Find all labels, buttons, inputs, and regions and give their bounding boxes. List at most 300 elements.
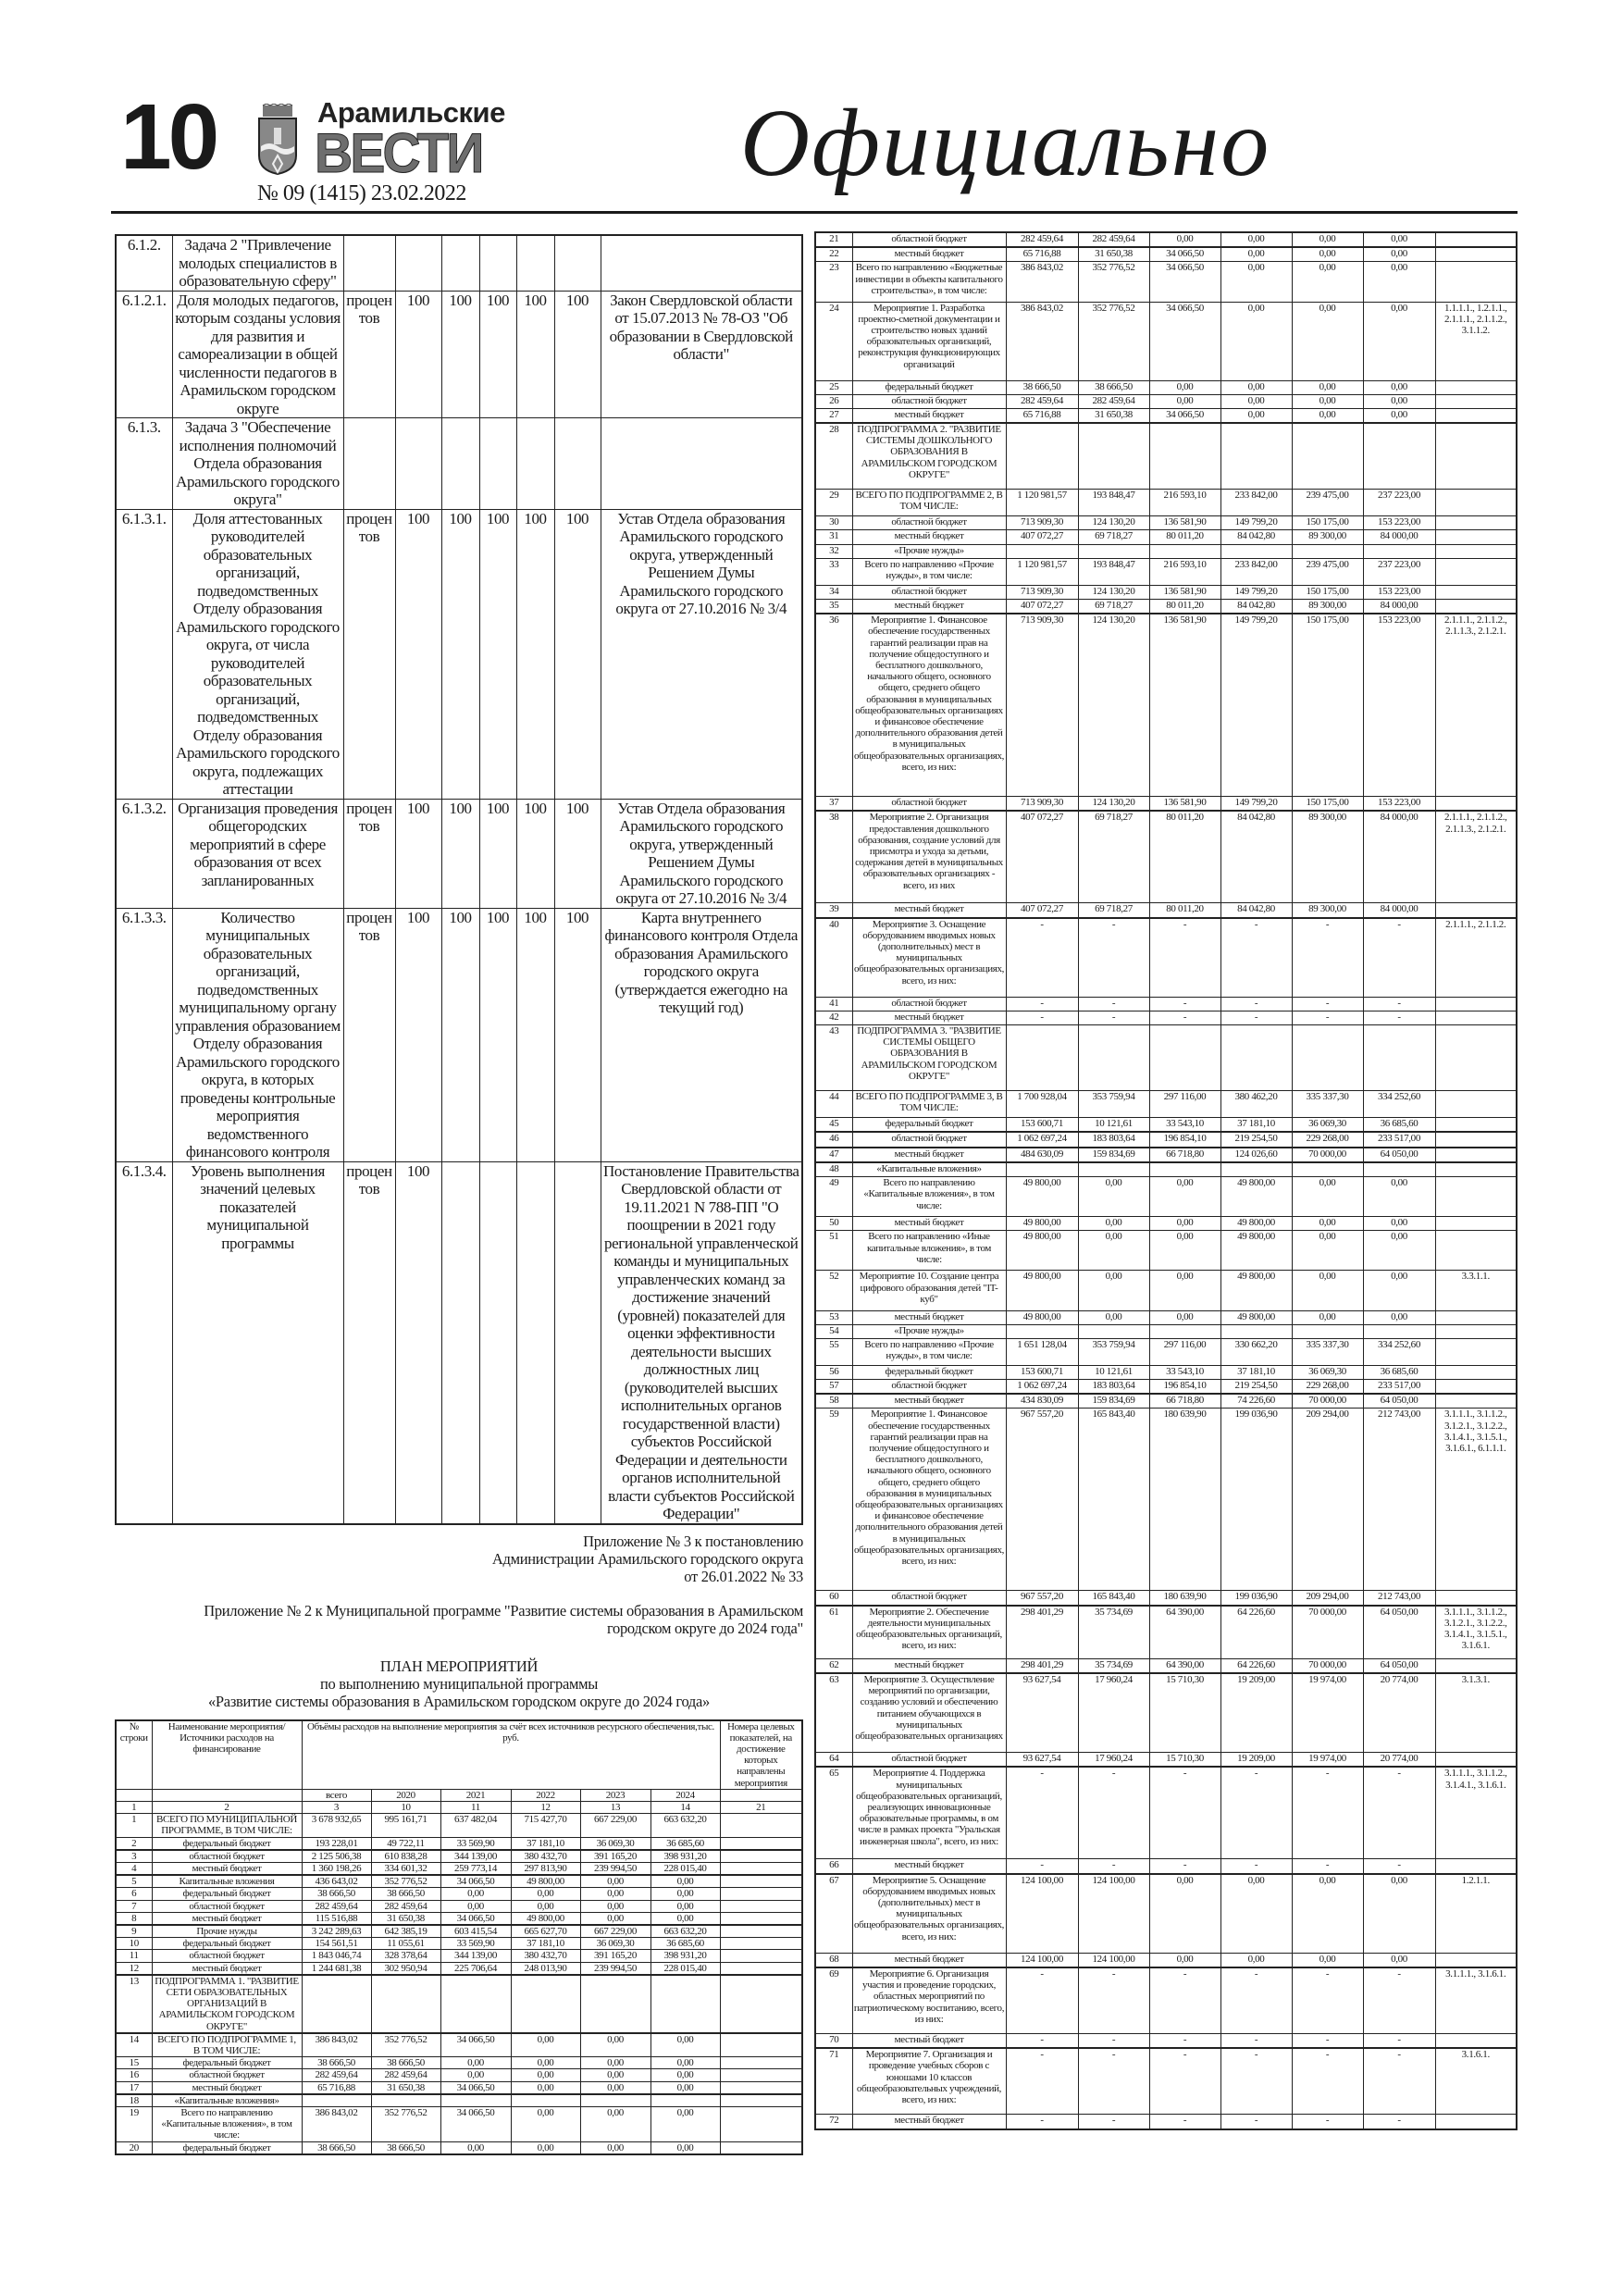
year-2020: 282 459,64	[1078, 394, 1149, 408]
row-number: 60	[815, 1591, 852, 1606]
year-2021	[440, 2094, 511, 2107]
plan-row	[116, 2141, 802, 2154]
row-number: 18	[116, 2094, 152, 2107]
total: 1 062 697,24	[1006, 1380, 1078, 1395]
year-2020: 0,00	[1078, 1231, 1149, 1271]
year-2022: 37 181,10	[511, 1837, 580, 1850]
year-2022: -	[1220, 2034, 1292, 2049]
header-divider	[111, 211, 1518, 214]
year-2022: 0,00	[1220, 408, 1292, 423]
target-indicators: 1.2.1.1.	[1435, 1874, 1517, 1954]
target-indicators	[1435, 599, 1517, 614]
year-2024: 0,00	[650, 2081, 720, 2094]
total: 386 843,02	[302, 2107, 371, 2142]
total: 1 244 681,38	[302, 1962, 371, 1975]
year-2021: 33 569,90	[440, 1837, 511, 1850]
year-2020: -	[1078, 1767, 1149, 1859]
year-2021: 344 139,00	[440, 1850, 511, 1863]
plan-row	[815, 380, 1517, 394]
total: -	[1006, 2115, 1078, 2129]
year-2021: -	[1149, 997, 1220, 1011]
year-2024: 398 931,20	[650, 1850, 720, 1863]
row-number: 5	[116, 1875, 152, 1888]
target-indicators	[1435, 544, 1517, 558]
row-number: 28	[815, 423, 852, 490]
total: 484 630,09	[1006, 1148, 1078, 1162]
plan-row	[815, 2048, 1517, 2115]
plan-row	[815, 1394, 1517, 1409]
year-2023: 239 994,50	[580, 1962, 650, 1975]
year-2023	[1292, 544, 1363, 558]
plan-row	[116, 1912, 802, 1925]
row-name: ВСЕГО ПО ПОДПРОГРАММЕ 2, В ТОМ ЧИСЛЕ:	[852, 490, 1006, 516]
year-2020: -	[1078, 918, 1149, 998]
year-2024: 0,00	[1363, 1310, 1435, 1324]
year-2021: -	[1149, 1967, 1220, 2034]
appendix-2-note: Приложение № 2 к Муниципальной программе "Развитие системы образования в Арамильском городском округе до 2024 года"	[204, 1601, 803, 1637]
row-name: Мероприятие 5. Оснащение оборудованием вводимых новых (дополнительных) мест в муниципальных общеобразовательных организациях, всего, из них:	[852, 1874, 1006, 1954]
header-column-number: 1	[116, 1801, 152, 1813]
row-name: местный бюджет	[152, 1912, 302, 1925]
year-2022: 0,00	[1220, 1953, 1292, 1967]
total: 407 072,27	[1006, 903, 1078, 918]
year-2023	[1292, 1162, 1363, 1177]
row-number: 47	[815, 1148, 852, 1162]
plan-table-part-2	[814, 231, 1518, 2130]
year-2020: -	[1078, 2115, 1149, 2129]
indicator-value	[479, 418, 516, 510]
year-2024: -	[1363, 997, 1435, 1011]
target-indicators	[720, 1938, 802, 1950]
plan-row	[815, 1338, 1517, 1365]
plan-row	[116, 1862, 802, 1875]
plan-row	[815, 1591, 1517, 1606]
row-number: 20	[116, 2141, 152, 2154]
total: -	[1006, 2048, 1078, 2115]
row-name: Мероприятие 10. Создание центра цифрового образования детей "IT-куб"	[852, 1271, 1006, 1310]
indicator-source: Постановление Правительства Свердловской области от 19.11.2021 N 788-ПП "О поощрении в 2021 году региональной управленческой команды и муниципальных управленческих команд за достижение значений (уровней) показателей для оценки эффективности деятельности высших должностных лиц (руководителей высших исполнительных органов государственной власти) субъектов Российской Федерации и деятельности органов исполнительной власти субъектов Российской Федерации"	[601, 1161, 802, 1524]
plan-row	[815, 1753, 1517, 1768]
year-2024	[650, 1975, 720, 2033]
row-number: 32	[815, 544, 852, 558]
total: 967 557,20	[1006, 1591, 1078, 1606]
plan-row	[116, 2107, 802, 2142]
row-number: 14	[116, 2033, 152, 2057]
year-2021: 0,00	[1149, 1874, 1220, 1954]
year-2023: 0,00	[1292, 1177, 1363, 1217]
row-name: областной бюджет	[152, 1900, 302, 1912]
target-indicators	[1435, 1324, 1517, 1338]
year-2021: 15 710,30	[1149, 1673, 1220, 1753]
target-indicators	[1435, 1380, 1517, 1395]
year-2024: 0,00	[1363, 1231, 1435, 1271]
total: 2 125 506,38	[302, 1850, 371, 1863]
year-2022: 0,00	[511, 2081, 580, 2094]
indicator-value	[554, 418, 601, 510]
year-2021: 136 581,90	[1149, 585, 1220, 599]
year-2021: 66 718,80	[1149, 1394, 1220, 1409]
target-indicators	[720, 2033, 802, 2057]
row-name: областной бюджет	[852, 585, 1006, 599]
year-2023: 667 229,00	[580, 1925, 650, 1938]
row-name: ВСЕГО ПО ПОДПРОГРАММЕ 1, В ТОМ ЧИСЛЕ:	[152, 2033, 302, 2057]
year-2021: 0,00	[1149, 232, 1220, 247]
target-indicators	[1435, 380, 1517, 394]
indicator-value: 100	[441, 799, 479, 908]
plan-row	[815, 918, 1517, 998]
row-name: областной бюджет	[852, 394, 1006, 408]
year-2023: 229 268,00	[1292, 1380, 1363, 1395]
total: 38 666,50	[302, 2057, 371, 2069]
year-2023: 70 000,00	[1292, 1606, 1363, 1659]
year-2022: 64 226,60	[1220, 1606, 1292, 1659]
row-name: федеральный бюджет	[152, 1837, 302, 1850]
plan-row	[815, 599, 1517, 614]
target-indicators	[1435, 1394, 1517, 1409]
target-indicators	[720, 1962, 802, 1975]
row-name: Мероприятие 4. Поддержка муниципальных общеобразовательных организаций, реализующих инновационные образовательные программы, в ом числе в рамках проекта "Уральская инженерная школа", всего, из них:	[852, 1767, 1006, 1859]
total: 153 600,71	[1006, 1365, 1078, 1379]
indicator-value: 100	[441, 908, 479, 1161]
row-name: Мероприятие 1. Разработка проектно-сметной документации и строительство новых зданий образовательных организаций, реконструкция функционирующих организаций	[852, 302, 1006, 380]
total: 38 666,50	[302, 1888, 371, 1900]
year-2021: 34 066,50	[440, 2107, 511, 2142]
row-name: местный бюджет	[152, 1962, 302, 1975]
indicator-name: Доля аттестованных руководителей образовательных организаций, подведомственных Отделу образования Арамильского городского округа, от числа руководителей образовательных организаций, подведомственных Отделу образования Арамильского городского округа, подлежащих аттестации	[172, 509, 343, 799]
year-2024: 0,00	[650, 2107, 720, 2142]
year-2024: -	[1363, 2048, 1435, 2115]
year-2020	[371, 1975, 440, 2033]
total: 713 909,30	[1006, 797, 1078, 812]
target-indicators	[720, 2057, 802, 2069]
target-indicators	[1435, 1091, 1517, 1118]
plan-row	[815, 1132, 1517, 1147]
year-2024: -	[1363, 918, 1435, 998]
row-name: федеральный бюджет	[852, 1365, 1006, 1379]
year-2020: 0,00	[1078, 1271, 1149, 1310]
year-2020: -	[1078, 997, 1149, 1011]
target-indicators	[720, 2141, 802, 2154]
year-2024: 334 252,60	[1363, 1338, 1435, 1365]
target-indicators	[1435, 903, 1517, 918]
year-2024: 64 050,00	[1363, 1394, 1435, 1409]
empty-cell	[152, 1789, 302, 1801]
row-number: 41	[815, 997, 852, 1011]
year-2021: 34 066,50	[440, 1912, 511, 1925]
year-2020: 69 718,27	[1078, 599, 1149, 614]
year-2020: 183 803,64	[1078, 1132, 1149, 1147]
plan-row	[815, 1673, 1517, 1753]
year-2022: 0,00	[1220, 394, 1292, 408]
year-2021: 637 482,04	[440, 1814, 511, 1837]
target-indicators: 1.1.1.1., 1.2.1.1., 2.1.1.1., 2.1.1.2., 3.1.1.2.	[1435, 302, 1517, 380]
target-indicators: 3.1.1.1., 3.1.1.2., 3.1.2.1., 3.1.2.2., 3.1.4.1., 3.1.5.1., 3.1.6.1., 6.1.1.1.	[1435, 1409, 1517, 1591]
year-2023: 89 300,00	[1292, 599, 1363, 614]
year-2020: 31 650,38	[371, 2081, 440, 2094]
year-2023: -	[1292, 997, 1363, 1011]
indicator-row	[116, 291, 802, 418]
year-2024: -	[1363, 2034, 1435, 2049]
row-number: 30	[815, 516, 852, 530]
total: 434 830,09	[1006, 1394, 1078, 1409]
year-2022	[511, 2094, 580, 2107]
indicator-value: 100	[441, 509, 479, 799]
plan-row	[815, 516, 1517, 530]
year-2020: 165 843,40	[1078, 1409, 1149, 1591]
row-name: местный бюджет	[852, 599, 1006, 614]
total: 93 627,54	[1006, 1753, 1078, 1768]
indicator-code: 6.1.3.4.	[116, 1161, 172, 1524]
target-indicators	[720, 1862, 802, 1875]
plan-row	[815, 423, 1517, 490]
year-2021: 180 639,90	[1149, 1591, 1220, 1606]
row-name: Мероприятие 2. Обеспечение деятельности муниципальных общеобразовательных организаций, всего, из них:	[852, 1606, 1006, 1659]
year-2022: 149 799,20	[1220, 585, 1292, 599]
target-indicators	[1435, 530, 1517, 544]
target-indicators	[720, 1875, 802, 1888]
plan-row	[116, 1875, 802, 1888]
indicator-value	[395, 418, 441, 510]
header-column-number: 10	[371, 1801, 440, 1813]
coat-of-arms-icon	[257, 104, 298, 176]
year-2020: 610 838,28	[371, 1850, 440, 1863]
row-name: Мероприятие 6. Организация участия и проведение городских, областных мероприятий по патриотическому воспитанию, всего, из них:	[852, 1967, 1006, 2034]
indicator-source: Закон Свердловской области от 15.07.2013 № 78-ОЗ "Об образовании в Свердловской области"	[601, 291, 802, 418]
row-number: 55	[815, 1338, 852, 1365]
target-indicators	[1435, 1177, 1517, 1217]
target-indicators: 2.1.1.1., 2.1.1.2.	[1435, 918, 1517, 998]
indicator-unit: процентов	[343, 509, 395, 799]
indicator-unit: процентов	[343, 291, 395, 418]
year-2021: 0,00	[1149, 1177, 1220, 1217]
row-number: 24	[815, 302, 852, 380]
year-2024: 0,00	[1363, 1953, 1435, 1967]
plan-row	[116, 1837, 802, 1850]
header-row-number: № строки	[116, 1720, 152, 1790]
year-2020: 352 776,52	[371, 2107, 440, 2142]
total: 282 459,64	[302, 2069, 371, 2081]
header-year: 2022	[511, 1789, 580, 1801]
target-indicators	[1435, 997, 1517, 1011]
year-2023: -	[1292, 2034, 1363, 2049]
target-indicators	[1435, 1132, 1517, 1147]
row-number: 36	[815, 614, 852, 797]
year-2022: -	[1220, 2048, 1292, 2115]
indicator-value	[441, 235, 479, 291]
year-2023	[580, 2094, 650, 2107]
target-indicators	[1435, 232, 1517, 247]
year-2024: 153 223,00	[1363, 585, 1435, 599]
indicator-value: 100	[479, 908, 516, 1161]
year-2022	[1220, 1162, 1292, 1177]
year-2024	[1363, 1324, 1435, 1338]
year-2021: 0,00	[440, 2057, 511, 2069]
target-indicators	[720, 1925, 802, 1938]
year-2021: 136 581,90	[1149, 516, 1220, 530]
plan-row	[815, 1148, 1517, 1162]
year-2023	[1292, 1324, 1363, 1338]
year-2023: 70 000,00	[1292, 1658, 1363, 1673]
indicator-name: Организация проведения общегородских мероприятий в сфере образования от всех запланированных	[172, 799, 343, 908]
header-year: 2024	[650, 1789, 720, 1801]
row-name: местный бюджет	[852, 247, 1006, 262]
plan-row	[815, 614, 1517, 797]
year-2024: 663 632,20	[650, 1925, 720, 1938]
total: 298 401,29	[1006, 1658, 1078, 1673]
year-2022: 0,00	[511, 2057, 580, 2069]
year-2022: 49 800,00	[1220, 1271, 1292, 1310]
plan-row	[815, 1231, 1517, 1271]
plan-title-program: «Развитие системы образования в Арамильском городском округе до 2024 года»	[207, 1692, 710, 1710]
year-2024: 0,00	[1363, 232, 1435, 247]
row-name: областной бюджет	[852, 1591, 1006, 1606]
year-2024: 0,00	[650, 2057, 720, 2069]
target-indicators: 3.1.1.1., 3.1.1.2., 3.1.2.1., 3.1.2.2., 3.1.4.1., 3.1.5.1., 3.1.6.1.	[1435, 1606, 1517, 1659]
year-2024: 0,00	[650, 2141, 720, 2154]
year-2020: 282 459,64	[371, 1900, 440, 1912]
year-2021: 180 639,90	[1149, 1409, 1220, 1591]
target-indicators	[720, 2069, 802, 2081]
total: 407 072,27	[1006, 599, 1078, 614]
indicator-unit: процентов	[343, 799, 395, 908]
indicator-code: 6.1.2.	[116, 235, 172, 291]
total: 49 800,00	[1006, 1231, 1078, 1271]
year-2020: 38 666,50	[371, 1888, 440, 1900]
year-2022: 37 181,10	[1220, 1118, 1292, 1133]
row-name: областной бюджет	[852, 997, 1006, 1011]
plan-row	[815, 1380, 1517, 1395]
plan-title-subheading: по выполнению муниципальной программы	[319, 1674, 599, 1693]
year-2020: 159 834,69	[1078, 1394, 1149, 1409]
year-2020: 69 718,27	[1078, 811, 1149, 903]
page-number: 10	[120, 85, 217, 189]
row-number: 26	[815, 394, 852, 408]
row-number: 39	[815, 903, 852, 918]
year-2023: 239 475,00	[1292, 558, 1363, 585]
indicator-code: 6.1.3.2.	[116, 799, 172, 908]
indicator-value	[554, 1161, 601, 1524]
plan-row	[815, 1025, 1517, 1091]
plan-row	[116, 1962, 802, 1975]
year-2021: 216 593,10	[1149, 558, 1220, 585]
row-number: 21	[815, 232, 852, 247]
section-title: Официально	[740, 90, 1271, 196]
target-indicators	[1435, 1011, 1517, 1024]
row-name: Мероприятие 3. Осуществление мероприятий по организации, созданию условий и обеспечению питанием обучающихся в муниципальных общеобразовательных организациях	[852, 1673, 1006, 1753]
plan-row	[815, 1217, 1517, 1231]
year-2024: 237 223,00	[1363, 558, 1435, 585]
plan-row	[815, 408, 1517, 423]
indicator-unit	[343, 418, 395, 510]
plan-row	[815, 1953, 1517, 1967]
row-name: «Капитальные вложения»	[152, 2094, 302, 2107]
year-2023: 0,00	[1292, 408, 1363, 423]
header-year: всего	[302, 1789, 371, 1801]
year-2020	[1078, 1025, 1149, 1091]
plan-row	[815, 394, 1517, 408]
plan-table-part-1	[115, 1719, 803, 2155]
year-2021: 0,00	[440, 2141, 511, 2154]
row-number: 3	[116, 1850, 152, 1863]
indicator-value: 100	[479, 509, 516, 799]
target-indicators	[1435, 1953, 1517, 1967]
row-name: федеральный бюджет	[852, 1118, 1006, 1133]
year-2021: 297 116,00	[1149, 1338, 1220, 1365]
year-2020: 17 960,24	[1078, 1753, 1149, 1768]
row-number: 51	[815, 1231, 852, 1271]
target-indicators: 3.1.1.1., 3.1.6.1.	[1435, 1967, 1517, 2034]
row-number: 27	[815, 408, 852, 423]
row-number: 59	[815, 1409, 852, 1591]
indicator-row	[116, 799, 802, 908]
row-name: местный бюджет	[152, 1862, 302, 1875]
target-indicators	[1435, 1025, 1517, 1091]
year-2020: 0,00	[1078, 1310, 1149, 1324]
year-2022: 19 209,00	[1220, 1753, 1292, 1768]
year-2024: 20 774,00	[1363, 1673, 1435, 1753]
year-2023: 667 229,00	[580, 1814, 650, 1837]
year-2024: 84 000,00	[1363, 811, 1435, 903]
year-2023: 0,00	[1292, 1217, 1363, 1231]
year-2023: 0,00	[1292, 247, 1363, 262]
total	[1006, 423, 1078, 490]
year-2022: 0,00	[1220, 302, 1292, 380]
target-indicators	[720, 1814, 802, 1837]
year-2020: 17 960,24	[1078, 1673, 1149, 1753]
year-2020: 995 161,71	[371, 1814, 440, 1837]
year-2020: 302 950,94	[371, 1962, 440, 1975]
year-2021: 64 390,00	[1149, 1606, 1220, 1659]
year-2023: -	[1292, 1011, 1363, 1024]
row-number: 58	[815, 1394, 852, 1409]
plan-row	[116, 1975, 802, 2033]
year-2022: 665 627,70	[511, 1925, 580, 1938]
row-number: 8	[116, 1912, 152, 1925]
year-2021: 0,00	[1149, 394, 1220, 408]
row-number: 33	[815, 558, 852, 585]
total: 1 120 981,57	[1006, 490, 1078, 516]
year-2024: 153 223,00	[1363, 516, 1435, 530]
plan-row	[815, 811, 1517, 903]
newspaper-name-main: ВЕСТИ	[315, 130, 482, 178]
row-name: Всего по направлению «Капитальные вложения», в том числе:	[852, 1177, 1006, 1217]
indicator-value: 100	[395, 291, 441, 418]
indicator-value: 100	[395, 1161, 441, 1524]
indicator-unit	[343, 235, 395, 291]
header-targets: Номера целевых показателей, на достижение которых направлены мероприятия	[720, 1720, 802, 1790]
year-2024: 233 517,00	[1363, 1380, 1435, 1395]
year-2024: 84 000,00	[1363, 530, 1435, 544]
year-2020: 352 776,52	[1078, 262, 1149, 302]
plan-row	[815, 1365, 1517, 1379]
plan-row	[815, 262, 1517, 302]
year-2024: 0,00	[1363, 1217, 1435, 1231]
total: 713 909,30	[1006, 516, 1078, 530]
header-column-number: 3	[302, 1801, 371, 1813]
row-name: ПОДПРОГРАММА 2. "РАЗВИТИЕ СИСТЕМЫ ДОШКОЛЬНОГО ОБРАЗОВАНИЯ В АРАМИЛЬСКОМ ГОРОДСКОМ ОКРУГЕ"	[852, 423, 1006, 490]
year-2020	[1078, 544, 1149, 558]
year-2022: 84 042,80	[1220, 903, 1292, 918]
indicator-row	[116, 1161, 802, 1524]
year-2024: 64 050,00	[1363, 1148, 1435, 1162]
row-name: ПОДПРОГРАММА 3. "РАЗВИТИЕ СИСТЕМЫ ОБЩЕГО ОБРАЗОВАНИЯ В АРАМИЛЬСКОМ ГОРОДСКОМ ОКРУГЕ"	[852, 1025, 1006, 1091]
year-2023: 19 974,00	[1292, 1753, 1363, 1768]
year-2020: 159 834,69	[1078, 1148, 1149, 1162]
row-name: областной бюджет	[152, 1950, 302, 1962]
year-2021: 64 390,00	[1149, 1658, 1220, 1673]
year-2020: 124 100,00	[1078, 1874, 1149, 1954]
indicator-value	[516, 1161, 554, 1524]
